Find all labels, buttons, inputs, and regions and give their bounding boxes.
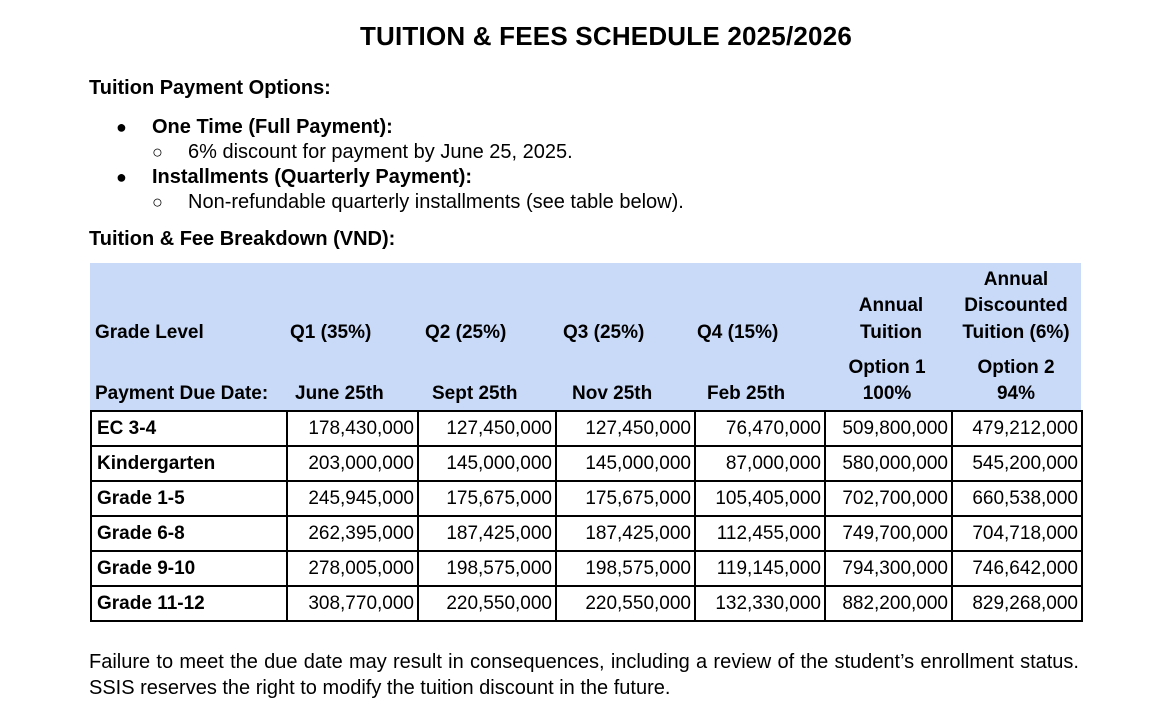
table-row xyxy=(91,551,1082,586)
grade-cell: EC 3-4 xyxy=(91,411,287,446)
table-row xyxy=(91,481,1082,516)
q4-cell: 87,000,000 xyxy=(695,446,825,481)
option-detail-installments: Non-refundable quarterly installments (see table below). xyxy=(188,191,684,213)
tuition-grid xyxy=(90,410,1083,622)
discounted-cell: 545,200,000 xyxy=(952,446,1082,481)
footer-note: Failure to meet the due date may result in consequences, including a review of the student’s enrollment status. SSIS reserves the right to modify the tuition discount in the future. xyxy=(89,651,1079,699)
table-row xyxy=(91,411,1082,446)
table-header xyxy=(90,263,1081,410)
q2-cell: 187,425,000 xyxy=(418,516,556,551)
header-due-q3: Nov 25th xyxy=(572,383,653,404)
q1-cell: 203,000,000 xyxy=(287,446,418,481)
payment-options-heading: Tuition Payment Options: xyxy=(89,77,331,99)
header-q1: Q1 (35%) xyxy=(290,322,372,343)
annual-cell: 580,000,000 xyxy=(825,446,952,481)
q1-cell: 245,945,000 xyxy=(287,481,418,516)
q4-cell: 112,455,000 xyxy=(695,516,825,551)
q4-cell: 76,470,000 xyxy=(695,411,825,446)
grade-cell: Kindergarten xyxy=(91,446,287,481)
grade-cell: Grade 11-12 xyxy=(91,586,287,621)
q2-cell: 145,000,000 xyxy=(418,446,556,481)
q1-cell: 178,430,000 xyxy=(287,411,418,446)
q3-cell: 175,675,000 xyxy=(556,481,695,516)
q3-cell: 127,450,000 xyxy=(556,411,695,446)
header-option2: Option 2 xyxy=(977,357,1055,378)
header-q3: Q3 (25%) xyxy=(563,322,645,343)
header-option1-pct: 100% xyxy=(862,383,912,404)
discounted-cell: 829,268,000 xyxy=(952,586,1082,621)
circle-bullet-icon: ○ xyxy=(152,192,163,212)
discounted-cell: 704,718,000 xyxy=(952,516,1082,551)
header-option1: Option 1 xyxy=(848,357,926,378)
option-detail-one-time: 6% discount for payment by June 25, 2025. xyxy=(188,141,573,163)
page-title: TUITION & FEES SCHEDULE 2025/2026 xyxy=(359,21,853,51)
q2-cell: 175,675,000 xyxy=(418,481,556,516)
discounted-cell: 479,212,000 xyxy=(952,411,1082,446)
header-due-q4: Feb 25th xyxy=(707,383,786,404)
header-discounted-line3: Tuition (6%) xyxy=(962,322,1070,343)
q1-cell: 262,395,000 xyxy=(287,516,418,551)
header-annual-line1: Annual xyxy=(858,295,924,316)
q4-cell: 119,145,000 xyxy=(695,551,825,586)
q3-cell: 187,425,000 xyxy=(556,516,695,551)
breakdown-heading: Tuition & Fee Breakdown (VND): xyxy=(89,228,396,250)
discounted-cell: 746,642,000 xyxy=(952,551,1082,586)
annual-cell: 749,700,000 xyxy=(825,516,952,551)
q2-cell: 198,575,000 xyxy=(418,551,556,586)
option-title-one-time: One Time (Full Payment): xyxy=(152,116,393,138)
header-due-q2: Sept 25th xyxy=(432,383,518,404)
discounted-cell: 660,538,000 xyxy=(952,481,1082,516)
header-discounted-line2: Discounted xyxy=(964,295,1068,316)
table-row xyxy=(91,516,1082,551)
header-option2-pct: 94% xyxy=(996,383,1036,404)
q2-cell: 220,550,000 xyxy=(418,586,556,621)
q3-cell: 198,575,000 xyxy=(556,551,695,586)
header-annual-line2: Tuition xyxy=(860,322,922,343)
header-grade-level: Grade Level xyxy=(95,322,204,343)
header-payment-due: Payment Due Date: xyxy=(95,383,269,404)
header-due-q1: June 25th xyxy=(295,383,384,404)
circle-bullet-icon: ○ xyxy=(152,142,163,162)
q3-cell: 220,550,000 xyxy=(556,586,695,621)
q4-cell: 105,405,000 xyxy=(695,481,825,516)
q4-cell: 132,330,000 xyxy=(695,586,825,621)
table-row xyxy=(91,446,1082,481)
grade-cell: Grade 9-10 xyxy=(91,551,287,586)
q3-cell: 145,000,000 xyxy=(556,446,695,481)
option-title-installments: Installments (Quarterly Payment): xyxy=(152,166,473,188)
bullet-icon: ● xyxy=(116,117,127,137)
annual-cell: 794,300,000 xyxy=(825,551,952,586)
grade-cell: Grade 1-5 xyxy=(91,481,287,516)
annual-cell: 509,800,000 xyxy=(825,411,952,446)
q1-cell: 278,005,000 xyxy=(287,551,418,586)
header-discounted-line1: Annual xyxy=(983,269,1049,290)
q2-cell: 127,450,000 xyxy=(418,411,556,446)
bullet-icon: ● xyxy=(116,167,127,187)
header-q2: Q2 (25%) xyxy=(425,322,507,343)
grade-cell: Grade 6-8 xyxy=(91,516,287,551)
q1-cell: 308,770,000 xyxy=(287,586,418,621)
header-q4: Q4 (15%) xyxy=(697,322,779,343)
annual-cell: 882,200,000 xyxy=(825,586,952,621)
tuition-table xyxy=(90,263,1081,622)
table-row xyxy=(91,586,1082,621)
annual-cell: 702,700,000 xyxy=(825,481,952,516)
